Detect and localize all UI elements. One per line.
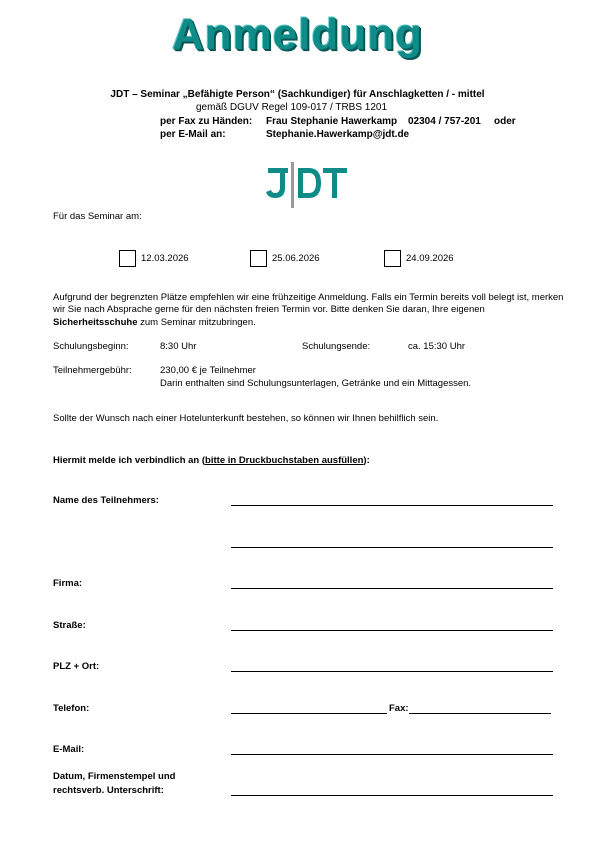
hotel-note: Sollte der Wunsch nach einer Hotelunterkunft bestehen, so können wir Ihnen behilflich sein. (53, 413, 439, 424)
end-value: ca. 15:30 Uhr (408, 341, 466, 352)
intro-text-underlined: bitte in Druckbuchstaben ausfüllen (205, 455, 364, 466)
email-label: per E-Mail an: (160, 129, 226, 140)
date-option-1: 12.03.2026 (141, 253, 189, 264)
fax-field[interactable] (409, 713, 551, 714)
fee-note: Darin enthalten sind Schulungsunterlagen, Getränke und ein Mittagessen. (160, 378, 472, 389)
info-line-1: Aufgrund der begrenzten Plätze empfehlen wir eine frühzeitige Anmeldung. Falls ein Termin bereits voll belegt ist, merken (53, 292, 564, 303)
seminar-date-label: Für das Seminar am: (53, 211, 142, 222)
date-stamp-label-2: rechtsverb. Unterschrift: (53, 785, 164, 796)
page-title: Anmeldung (172, 10, 423, 59)
intro-text-b: ): (363, 455, 370, 466)
fax-contact-name: Frau Stephanie Hawerkamp (266, 116, 398, 127)
or-label: oder (494, 116, 516, 127)
fax-label: per Fax zu Händen: (160, 116, 253, 127)
name-field-line-1[interactable] (231, 505, 553, 506)
regulation: gemäß DGUV Regel 109-017 / TRBS 1201 (196, 102, 388, 113)
date-option-2: 25.06.2026 (272, 253, 320, 264)
date-checkbox-1[interactable] (119, 250, 136, 267)
name-field-line-2[interactable] (231, 547, 553, 548)
date-option-3: 24.09.2026 (406, 253, 454, 264)
phone-field[interactable] (231, 713, 387, 714)
company-field[interactable] (231, 588, 553, 589)
registration-intro (53, 455, 370, 466)
email-address[interactable]: Stephanie.Hawerkamp@jdt.de (266, 129, 410, 140)
email-field-label: E-Mail: (53, 744, 85, 755)
email-field[interactable] (231, 754, 553, 755)
zip-city-label: PLZ + Ort: (53, 661, 100, 672)
fax-field-label: Fax: (389, 703, 409, 714)
start-value: 8:30 Uhr (160, 341, 197, 352)
signature-field[interactable] (231, 795, 553, 796)
fax-number: 02304 / 757-201 (408, 116, 481, 127)
street-label: Straße: (53, 620, 86, 631)
street-field[interactable] (231, 630, 553, 631)
intro-text-a: Hiermit melde ich verbindlich an ( (53, 455, 206, 466)
info-line-3-rest: zum Seminar mitzubringen. (137, 317, 256, 328)
zip-city-field[interactable] (231, 671, 553, 672)
date-checkbox-3[interactable] (384, 250, 401, 267)
start-label: Schulungsbeginn: (53, 341, 129, 352)
info-line-2: wir Sie nach Absprache gerne für den nächsten freien Termin vor. Bitte denken Sie daran, Ihre eigenen (53, 304, 485, 315)
name-label: Name des Teilnehmers: (53, 495, 159, 506)
seminar-title: JDT – Seminar „Befähigte Person“ (Sachkundiger) für Anschlagketten / - mittel (110, 89, 485, 100)
fee-label: Teilnehmergebühr: (53, 365, 132, 376)
safety-shoes-text: Sicherheitsschuhe (53, 317, 138, 328)
jdt-logo-icon (266, 162, 350, 208)
company-label: Firma: (53, 578, 83, 589)
info-line-3 (53, 317, 256, 328)
end-label: Schulungsende: (302, 341, 371, 352)
date-stamp-label-1: Datum, Firmenstempel und (53, 771, 176, 782)
phone-label: Telefon: (53, 703, 90, 714)
date-checkbox-2[interactable] (250, 250, 267, 267)
fee-value: 230,00 € je Teilnehmer (160, 365, 256, 376)
